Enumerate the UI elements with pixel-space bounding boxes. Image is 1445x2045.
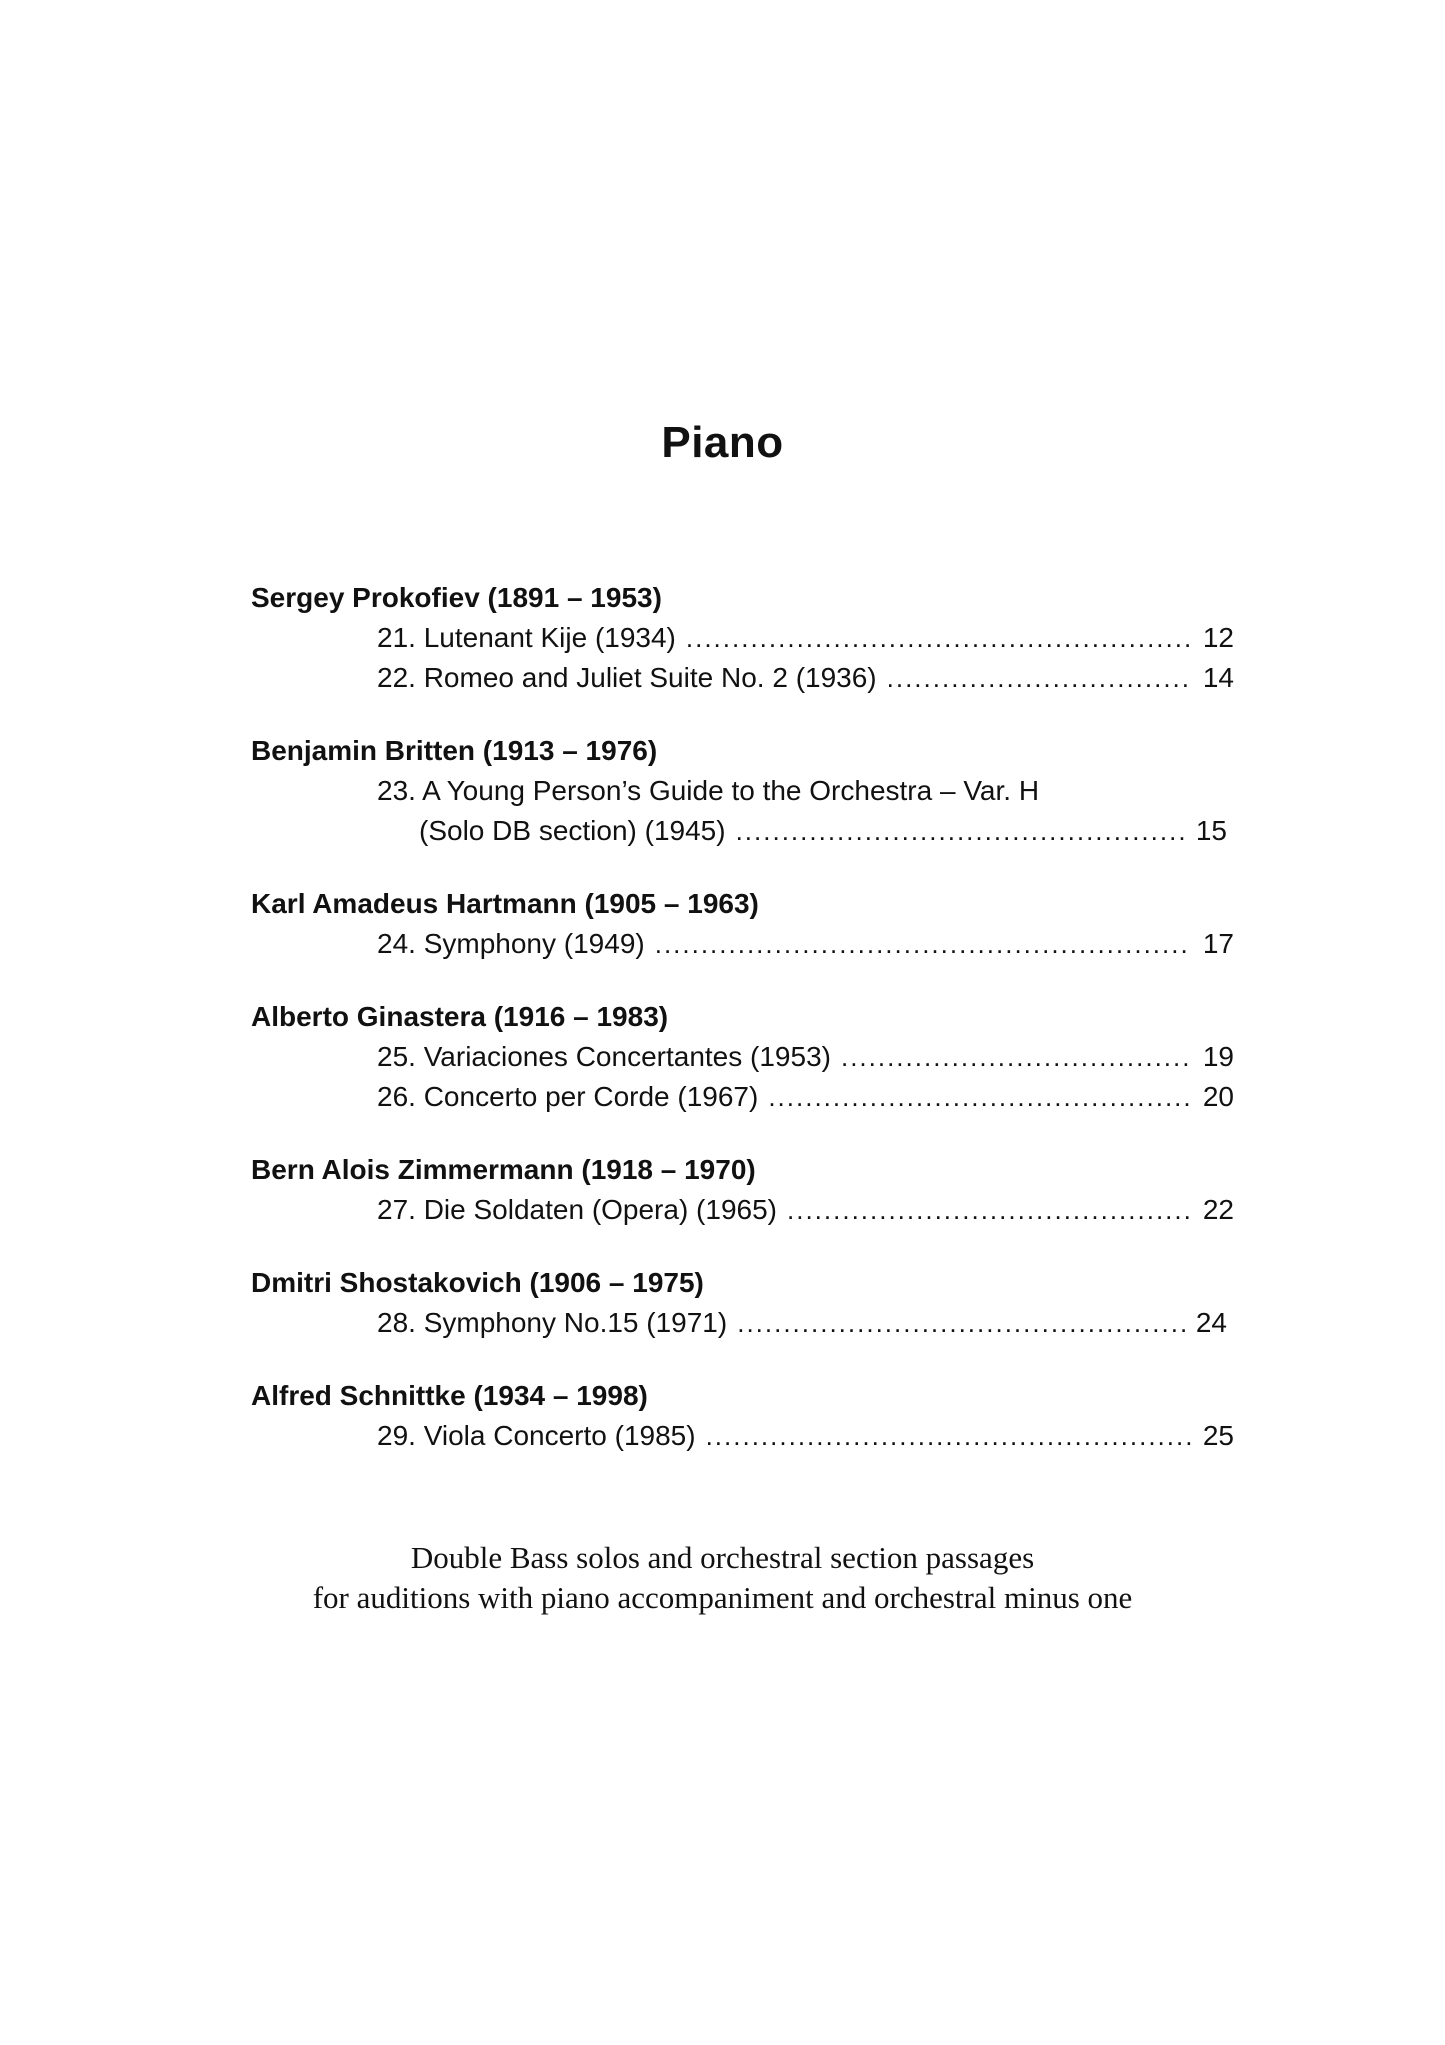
entry-page-number: 19 bbox=[1202, 1041, 1234, 1072]
entry-title: 25. Variaciones Concertantes (1953) bbox=[377, 1041, 831, 1072]
toc-entry[interactable] bbox=[251, 618, 1251, 658]
composer-group-shostakovich bbox=[251, 1263, 1251, 1343]
toc-entry[interactable] bbox=[251, 924, 1251, 964]
entry-page-number: 17 bbox=[1202, 928, 1234, 959]
composer-group-britten bbox=[251, 731, 1251, 851]
dot-leader bbox=[768, 1077, 1192, 1117]
footer-line-1: Double Bass solos and orchestral section passages bbox=[410, 1540, 1035, 1575]
composer-group-schnittke bbox=[251, 1376, 1251, 1456]
composer-group-hartmann bbox=[251, 884, 1251, 964]
table-of-contents bbox=[251, 578, 1251, 1489]
toc-entry[interactable] bbox=[251, 1077, 1251, 1117]
composer-group-zimmermann bbox=[251, 1150, 1251, 1230]
entry-page-number: 25 bbox=[1202, 1420, 1234, 1451]
composer-heading: Karl Amadeus Hartmann (1905 – 1963) bbox=[251, 888, 759, 919]
entry-title: 21. Lutenant Kije (1934) bbox=[377, 622, 676, 653]
composer-group-prokofiev bbox=[251, 578, 1251, 698]
page-title: Piano bbox=[661, 418, 784, 467]
composer-heading: Alberto Ginastera (1916 – 1983) bbox=[251, 1001, 669, 1032]
footer-line-2: for auditions with piano accompaniment and orchestral minus one bbox=[312, 1580, 1133, 1615]
entry-title: (Solo DB section) (1945) bbox=[419, 815, 726, 846]
dot-leader bbox=[686, 618, 1192, 658]
entry-title: 27. Die Soldaten (Opera) (1965) bbox=[377, 1194, 777, 1225]
entry-page-number: 14 bbox=[1202, 662, 1234, 693]
entry-page-number: 22 bbox=[1202, 1194, 1234, 1225]
dot-leader bbox=[655, 924, 1192, 964]
toc-entry[interactable] bbox=[251, 658, 1251, 698]
toc-entry[interactable] bbox=[251, 811, 1251, 851]
composer-heading: Bern Alois Zimmermann (1918 – 1970) bbox=[251, 1154, 756, 1185]
composer-heading: Dmitri Shostakovich (1906 – 1975) bbox=[251, 1267, 704, 1298]
entry-title: 24. Symphony (1949) bbox=[377, 928, 645, 959]
entry-title: 29. Viola Concerto (1985) bbox=[377, 1420, 696, 1451]
dot-leader bbox=[841, 1037, 1192, 1077]
dot-leader bbox=[887, 658, 1192, 698]
entry-page-number: 15 bbox=[1195, 815, 1227, 846]
dot-leader bbox=[736, 811, 1185, 851]
entry-page-number: 20 bbox=[1202, 1081, 1234, 1112]
entry-page-number: 12 bbox=[1202, 622, 1234, 653]
entry-title: 22. Romeo and Juliet Suite No. 2 (1936) bbox=[377, 662, 877, 693]
composer-heading: Benjamin Britten (1913 – 1976) bbox=[251, 735, 658, 766]
dot-leader bbox=[706, 1416, 1192, 1456]
entry-title: 26. Concerto per Corde (1967) bbox=[377, 1081, 759, 1112]
entry-title-line1: 23. A Young Person’s Guide to the Orchestra – Var. H bbox=[377, 775, 1040, 806]
entry-title: 28. Symphony No.15 (1971) bbox=[377, 1307, 728, 1338]
toc-entry[interactable] bbox=[251, 1303, 1251, 1343]
dot-leader bbox=[787, 1190, 1192, 1230]
composer-heading: Sergey Prokofiev (1891 – 1953) bbox=[251, 582, 662, 613]
toc-entry[interactable] bbox=[251, 1190, 1251, 1230]
composer-group-ginastera bbox=[251, 997, 1251, 1117]
dot-leader bbox=[737, 1303, 1185, 1343]
entry-page-number: 24 bbox=[1195, 1307, 1227, 1338]
composer-heading: Alfred Schnittke (1934 – 1998) bbox=[251, 1380, 648, 1411]
toc-entry[interactable] bbox=[251, 1037, 1251, 1077]
footer-caption bbox=[0, 1538, 1445, 1618]
toc-entry[interactable] bbox=[251, 1416, 1251, 1456]
